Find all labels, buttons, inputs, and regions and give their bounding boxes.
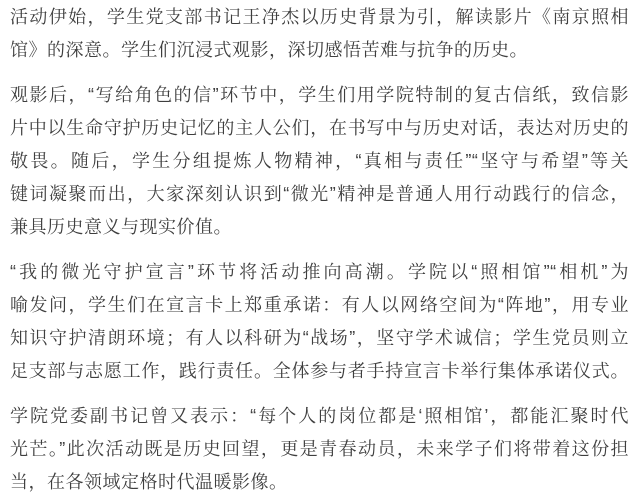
text-line: 键词凝聚而出，大家深刻认识到“微光”精神是普通人用行动践行的信念， — [10, 184, 629, 204]
paragraph-3 — [10, 256, 629, 388]
text-line: 喻发问，学生们在宣言卡上郑重承诺：有人以网络空间为“阵地”，用专业 — [10, 295, 629, 315]
paragraph-1 — [10, 1, 629, 67]
text-line: 片中以生命守护历史记忆的主人公们，在书写中与历史对话，表达对历史的 — [10, 118, 629, 138]
text-line: 活动伊始，学生党支部书记王净杰以历史背景为引，解读影片《南京照相 — [10, 7, 629, 27]
text-line: 学院党委副书记曾又表示：“每个人的岗位都是‘照相馆’，都能汇聚时代 — [10, 406, 629, 426]
text-line: 观影后，“写给角色的信”环节中，学生们用学院特制的复古信纸，致信影 — [10, 85, 629, 105]
text-line: 馆》的深意。学生们沉浸式观影，深切感悟苦难与抗争的历史。 — [10, 40, 528, 60]
paragraph-4 — [10, 400, 629, 499]
paragraph-2 — [10, 79, 629, 244]
text-line: 敬畏。随后，学生分组提炼人物精神，“真相与责任”“坚守与希望”等关 — [10, 151, 629, 171]
text-line: 兼具历史意义与现实价值。 — [10, 217, 232, 237]
text-line: 光芒。”此次活动既是历史回望，更是青春动员，未来学子们将带着这份担 — [10, 439, 629, 459]
text-line: “我的微光守护宣言”环节将活动推向高潮。学院以“照相馆”“相机”为 — [10, 262, 629, 282]
text-line: 当，在各领域定格时代温暖影像。 — [10, 472, 288, 492]
text-line: 足支部与志愿工作，践行责任。全体参与者手持宣言卡举行集体承诺仪式。 — [10, 361, 629, 381]
text-line: 知识守护清朗环境；有人以科研为“战场”，坚守学术诚信；学生党员则立 — [10, 328, 629, 348]
